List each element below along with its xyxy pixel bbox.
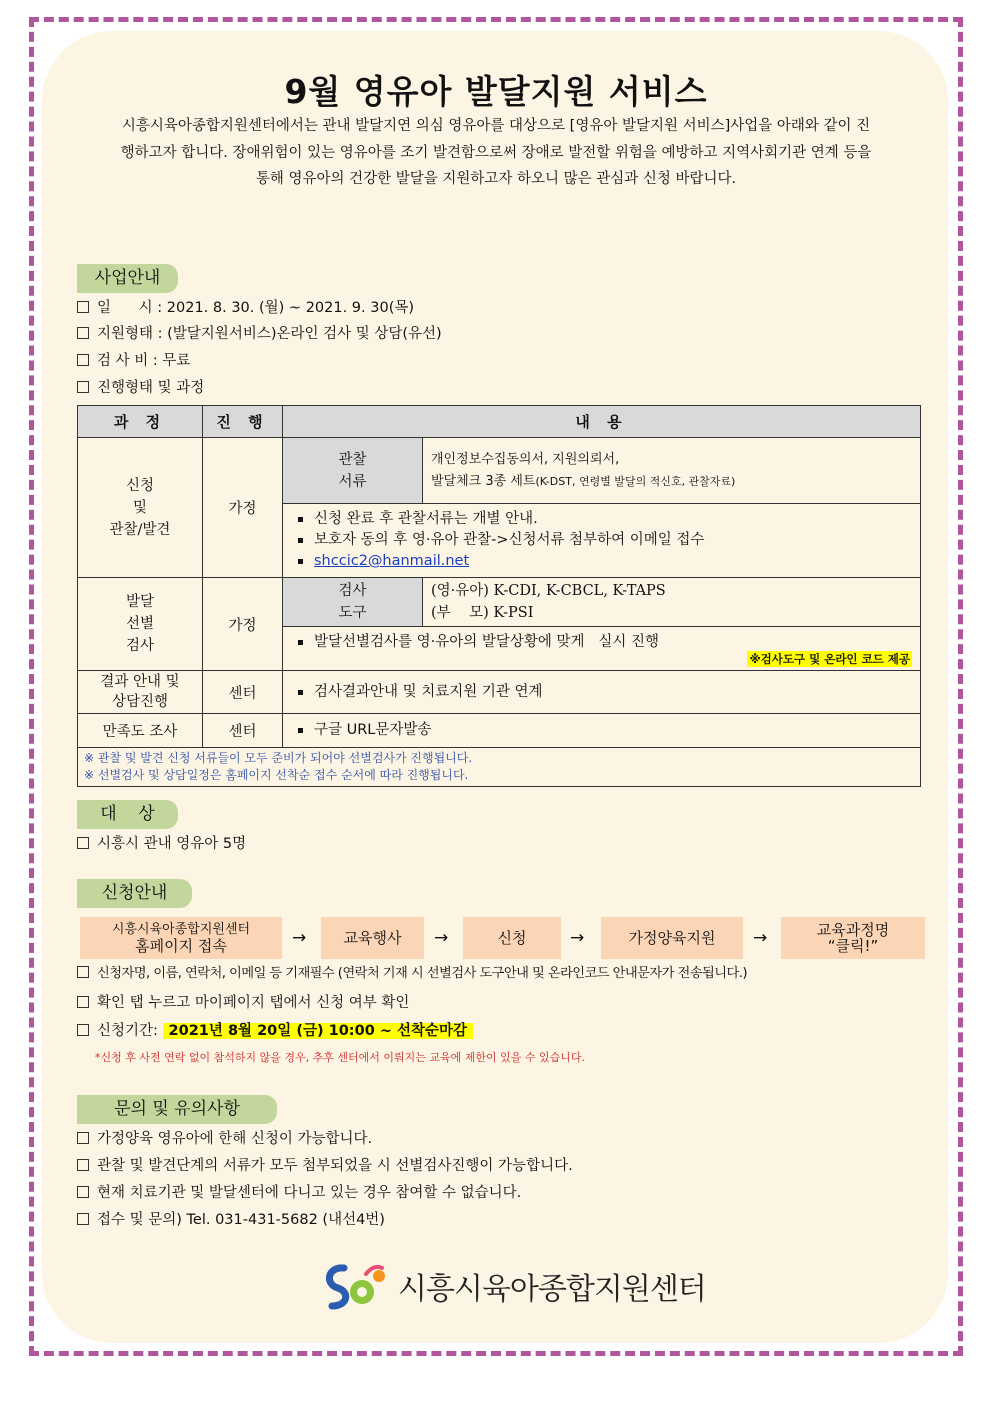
row3-content <box>283 671 921 714</box>
row4-content <box>283 714 921 748</box>
intro-text: 시흥시육아종합지원센터에서는 관내 발달지연 의심 영유아를 대상으로 [영유아 발달지원 서비스]사업을 아래와 같이 진행하고자 합니다. 장애위험이 있는 영유아를 조기 발견함으로써 장애로 발전할 위험을 예방하고 지역사회기관 연계 등을 통해 영유아의 건강한 발달을 지원하고자 하오니 많은 관심과 신청 바랍니다. <box>120 118 872 187</box>
row2-process: 발달 선별 검사 <box>78 578 203 671</box>
table-header-row <box>78 406 921 438</box>
row2-bullets <box>283 627 921 671</box>
list-item: 신청 완료 후 관찰서류는 개별 안내. <box>296 509 919 530</box>
checkbox-icon <box>77 1186 89 1198</box>
inquiry-line: 현재 치료기관 및 발달센터에 다니고 있는 경우 참여할 수 없습니다. <box>77 1181 521 1202</box>
row1-progress: 가정 <box>203 438 283 578</box>
row1-bullets <box>283 504 921 578</box>
row2-progress: 가정 <box>203 578 283 671</box>
header-progress: 진 행 <box>203 406 283 438</box>
row4-process: 만족도 조사 <box>78 714 203 748</box>
row3-process: 결과 안내 및 상담진행 <box>78 671 203 714</box>
business-line-process: 진행형태 및 과정 <box>77 376 204 397</box>
checkbox-icon <box>77 996 89 1008</box>
row1-sub-label: 관찰 서류 <box>283 438 423 504</box>
flow-arrow-icon: → <box>434 928 449 948</box>
flow-arrow-icon: → <box>292 928 307 948</box>
inquiry-line: 가정양육 영유아에 한해 신청이 가능합니다. <box>77 1127 372 1148</box>
header-process: 과 정 <box>78 406 203 438</box>
flow-step-course-click: 교육과정명 “클릭!” <box>781 917 925 959</box>
business-line-fee: 검 사 비 : 무료 <box>77 349 190 370</box>
business-line-date: 일 시 : 2021. 8. 30. (월) ~ 2021. 9. 30(목) <box>77 296 414 317</box>
checkbox-icon <box>77 354 89 366</box>
table-notes-row <box>78 748 921 787</box>
row1-process: 신청 및 관찰/발견 <box>78 438 203 578</box>
checkbox-icon <box>77 327 89 339</box>
tool-code-note: ※검사도구 및 온라인 코드 제공 <box>749 652 910 666</box>
checkbox-icon <box>77 381 89 393</box>
apply-line-confirm: 확인 탭 누르고 마이페이지 탭에서 신청 여부 확인 <box>77 991 409 1012</box>
row2-tools: (영·유아) K-CDI, K-CBCL, K-TAPS (부 모) K-PSI <box>423 578 921 627</box>
row2-sub-label: 검사 도구 <box>283 578 423 627</box>
center-logo <box>322 1262 706 1310</box>
checkbox-icon <box>77 966 89 978</box>
email-link[interactable]: shccic2@hanmail.net <box>314 553 470 569</box>
page-title: 9월 영유아 발달지원 서비스 <box>284 72 708 111</box>
checkbox-icon <box>77 1159 89 1171</box>
checkbox-icon <box>77 1024 89 1036</box>
flow-arrow-icon: → <box>570 928 585 948</box>
section-apply-label: 신청안내 <box>77 879 192 908</box>
flow-step-home-parenting: 가정양육지원 <box>601 917 743 959</box>
flow-step-event: 교육행사 <box>321 917 424 959</box>
checkbox-icon <box>77 837 89 849</box>
row1-sub-content: 개인정보수집동의서, 지원의뢰서, 발달체크 3종 세트(K-DST, 연령별 발달의 적신호, 관찰자료) <box>423 438 921 504</box>
checkbox-icon <box>77 301 89 313</box>
section-business-label: 사업안내 <box>77 264 178 293</box>
row3-progress: 센터 <box>203 671 283 714</box>
section-inquiry-label: 문의 및 유의사항 <box>77 1095 277 1124</box>
flow-arrow-icon: → <box>753 928 768 948</box>
table-notes: ※ 관찰 및 발견 신청 서류들이 모두 준비가 되어야 선별검사가 진행됩니다. ※ 선별검사 및 상담일정은 홈페이지 선착순 접수 순서에 따라 진행됩니다. <box>78 748 921 787</box>
target-line: 시흥시 관내 영유아 5명 <box>77 832 246 853</box>
apply-line-required: 신청자명, 이름, 연락처, 이메일 등 기재필수 (연락처 기재 시 선별검사 도구안내 및 온라인코드 안내문자가 전송됩니다.) <box>77 962 747 981</box>
checkbox-icon <box>77 1213 89 1225</box>
table-row <box>78 438 921 504</box>
list-item <box>296 551 919 572</box>
list-item: 구글 URL문자발송 <box>296 720 919 741</box>
list-item: 보호자 동의 후 영·유아 관찰->신청서류 첨부하여 이메일 접수 <box>296 530 919 551</box>
header-content: 내 용 <box>283 406 921 438</box>
inquiry-line: 접수 및 문의) Tel. 031-431-5682 (내선4번) <box>77 1208 385 1229</box>
business-line-type: 지원형태 : (발달지원서비스)온라인 검사 및 상담(유선) <box>77 322 442 343</box>
apply-period-value: 2021년 8월 20일 (금) 10:00 ~ 선착순마감 <box>163 1023 474 1039</box>
row4-progress: 센터 <box>203 714 283 748</box>
flow-step-homepage: 시흥시육아종합지원센터 홈페이지 접속 <box>80 917 282 959</box>
checkbox-icon <box>77 1132 89 1144</box>
apply-line-period: 신청기간: 2021년 8월 20일 (금) 10:00 ~ 선착순마감 <box>77 1019 473 1040</box>
process-table <box>77 405 921 787</box>
inquiry-line: 관찰 및 발견단계의 서류가 모두 첨부되었을 시 선별검사진행이 가능합니다. <box>77 1154 573 1175</box>
flow-step-apply: 신청 <box>463 917 561 959</box>
list-item: 검사결과안내 및 치료지원 기관 연계 <box>296 682 919 703</box>
list-item: 발달선별검사를 영·유아의 발달상황에 맞게 실시 진행 <box>296 632 919 653</box>
section-target-label: 대 상 <box>77 800 178 829</box>
table-row <box>78 578 921 627</box>
center-logo-text: 시흥시육아종합지원센터 <box>398 1272 706 1307</box>
apply-warning-note: *신청 후 사전 연락 없이 참석하지 않을 경우, 추후 센터에서 이뤄지는 교육에 제한이 있을 수 있습니다. <box>95 1051 585 1064</box>
center-logo-icon <box>322 1262 388 1310</box>
table-row <box>78 671 921 714</box>
table-row <box>78 714 921 748</box>
